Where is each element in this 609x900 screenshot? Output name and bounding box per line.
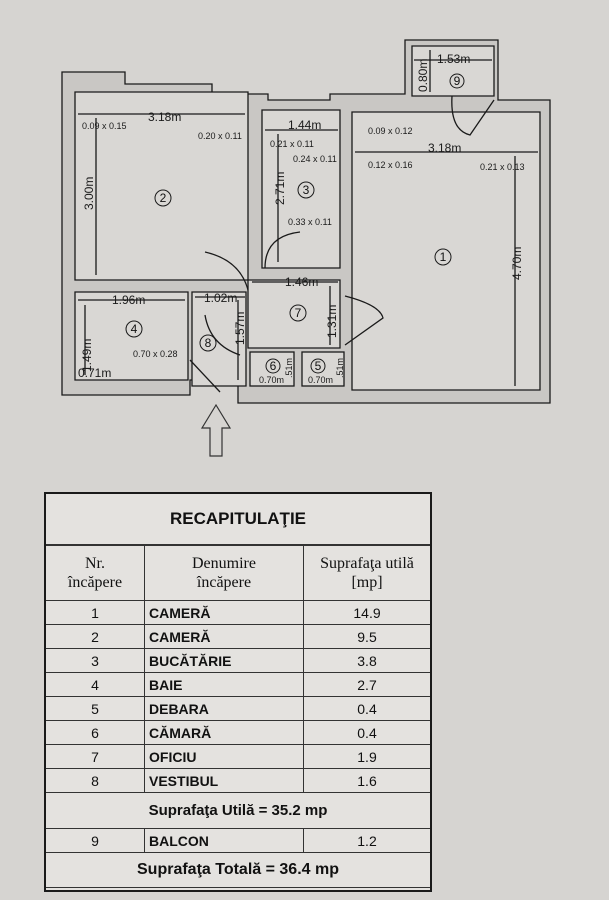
dim-r9-width: 1.53m xyxy=(437,52,471,66)
dim-r9-height: 0.80m xyxy=(416,58,430,92)
table-row xyxy=(46,649,430,673)
dim-r3-niche-a: 0.21 x 0.11 xyxy=(270,139,314,149)
row-name: CAMERĂ xyxy=(145,625,304,649)
row-nr: 4 xyxy=(46,673,145,697)
row-area: 1.9 xyxy=(304,745,431,769)
row-name: BAIE xyxy=(145,673,304,697)
header-area-line2: [mp] xyxy=(351,574,383,591)
dim-r1-niche-b: 0.12 x 0.16 xyxy=(368,160,413,170)
dim-r1-niche-c: 0.21 x 0.13 xyxy=(480,162,525,172)
row-nr: 7 xyxy=(46,745,145,769)
table-title: RECAPITULAŢIE xyxy=(46,494,430,545)
table-row xyxy=(46,721,430,745)
dim-r4-height: 1.49m xyxy=(80,338,94,372)
row-area: 9.5 xyxy=(304,625,431,649)
summary-table xyxy=(44,492,432,892)
dim-r5-height: .51m xyxy=(335,357,345,378)
dim-r3-niche-c: 0.33 x 0.11 xyxy=(288,217,332,227)
row-nr: 1 xyxy=(46,601,145,625)
row-nr: 5 xyxy=(46,697,145,721)
room-1-number: 1 xyxy=(439,250,447,264)
room-5-number: 5 xyxy=(314,359,322,373)
table-row xyxy=(46,745,430,769)
dim-r2-niche-b: 0.20 x 0.11 xyxy=(198,131,242,141)
area-table xyxy=(46,545,430,888)
dim-r7-width: 1.46m xyxy=(285,275,319,289)
table-header-row xyxy=(46,546,430,601)
dim-r8-height: 1.57m xyxy=(233,311,247,345)
entrance-arrow-icon xyxy=(202,405,230,456)
room-6-number: 6 xyxy=(269,359,277,373)
dim-r4-niche: 0.70 x 0.28 xyxy=(133,349,178,359)
row-area: 0.4 xyxy=(304,721,431,745)
row-name: CĂMARĂ xyxy=(145,721,304,745)
room-4-number: 4 xyxy=(130,322,138,336)
row-name: BUCĂTĂRIE xyxy=(145,649,304,673)
grand-total: Suprafaţa Totală = 36.4 mp xyxy=(46,853,430,888)
table-row xyxy=(46,769,430,793)
dim-r6-width: 0.70m xyxy=(259,375,285,385)
row-nr: 8 xyxy=(46,769,145,793)
dim-r1-height: 4.70m xyxy=(510,246,524,280)
row-nr: 3 xyxy=(46,649,145,673)
dim-r3-height: 2.71m xyxy=(273,171,287,205)
row-nr: 6 xyxy=(46,721,145,745)
dim-r4-small: 0.71m xyxy=(78,366,112,380)
row-name: CAMERĂ xyxy=(145,601,304,625)
header-nr-line1: Nr. xyxy=(85,555,105,572)
dim-r2-niche-a: 0.09 x 0.15 xyxy=(82,121,127,131)
table-row xyxy=(46,673,430,697)
row-area: 1.2 xyxy=(304,829,431,853)
header-name xyxy=(145,546,304,601)
room-8-number: 8 xyxy=(204,336,212,350)
header-area xyxy=(304,546,431,601)
dim-r1-width: 3.18m xyxy=(428,141,462,155)
grand-total-row xyxy=(46,853,430,888)
dim-r1-niche-a: 0.09 x 0.12 xyxy=(368,126,413,136)
dim-r2-height: 3.00m xyxy=(82,176,96,210)
table-row xyxy=(46,625,430,649)
dim-r8-width: 1.02m xyxy=(204,291,238,305)
row-name: BALCON xyxy=(145,829,304,853)
row-name: DEBARA xyxy=(145,697,304,721)
header-nr-line2: încăpere xyxy=(67,574,123,591)
dim-r2-width: 3.18m xyxy=(148,110,182,124)
row-name: OFICIU xyxy=(145,745,304,769)
row-area: 3.8 xyxy=(304,649,431,673)
usable-total-row xyxy=(46,793,430,829)
table-row xyxy=(46,697,430,721)
dim-r7-height: 1.31m xyxy=(325,304,339,338)
row-area: 0.4 xyxy=(304,697,431,721)
row-area: 1.6 xyxy=(304,769,431,793)
room-9-number: 9 xyxy=(453,74,461,88)
room-3-number: 3 xyxy=(302,183,310,197)
row-name: VESTIBUL xyxy=(145,769,304,793)
room-2-number: 2 xyxy=(159,191,167,205)
row-nr: 2 xyxy=(46,625,145,649)
header-area-line1: Suprafaţa utilă xyxy=(320,555,414,572)
row-area: 14.9 xyxy=(304,601,431,625)
table-row xyxy=(46,601,430,625)
dim-r6-height: .51m xyxy=(284,357,294,378)
dim-r3-niche-b: 0.24 x 0.11 xyxy=(293,154,337,164)
header-name-line1: Denumire xyxy=(192,555,256,572)
dim-r4-width: 1.96m xyxy=(112,293,146,307)
row-area: 2.7 xyxy=(304,673,431,697)
header-nr xyxy=(46,546,145,601)
table-row xyxy=(46,829,430,853)
usable-total: Suprafaţa Utilă = 35.2 mp xyxy=(46,793,430,829)
dim-r5-width: 0.70m xyxy=(308,375,334,385)
dim-r3-width: 1.44m xyxy=(288,118,322,132)
row-nr: 9 xyxy=(46,829,145,853)
room-7-number: 7 xyxy=(294,306,302,320)
header-name-line2: încăpere xyxy=(196,574,252,591)
